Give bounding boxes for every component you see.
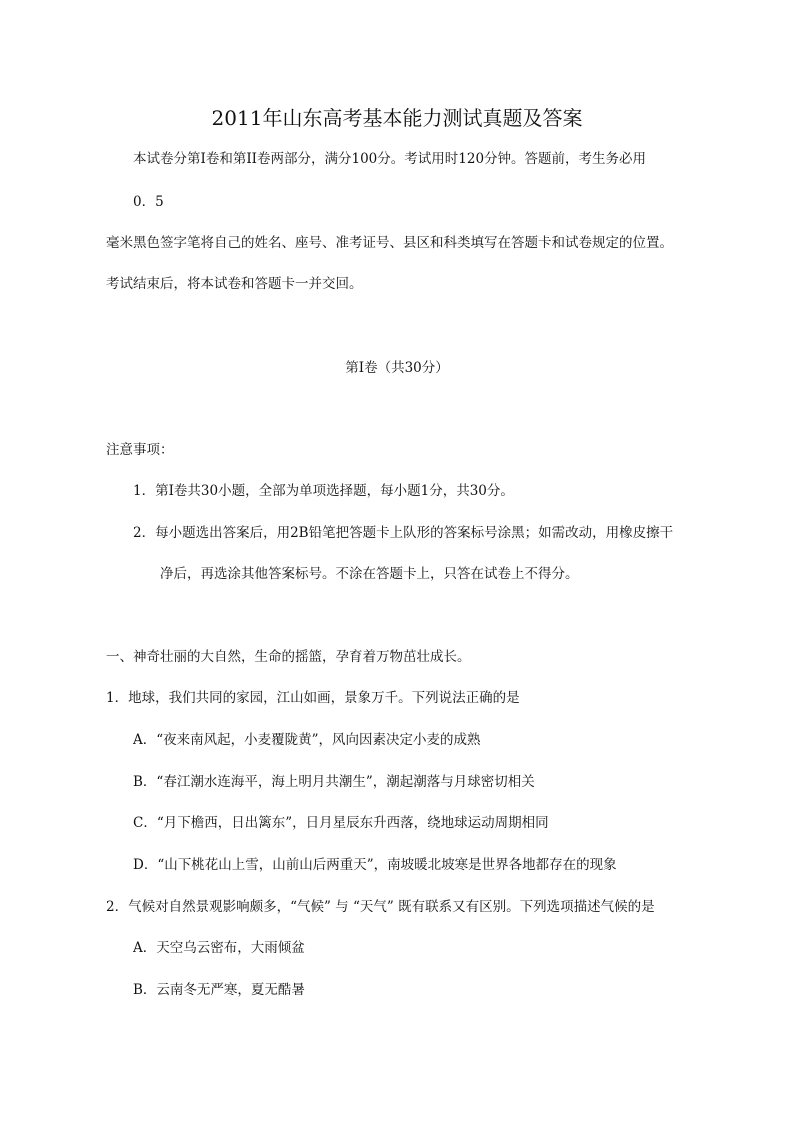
question-2-option-b: B．云南冬无严寒，夏无酷暑 [133, 982, 305, 998]
question-1-stem: 1．地球，我们共同的家园，江山如画，景象万千。下列说法正确的是 [106, 690, 520, 706]
notes-item-2-line-1: 2．每小题选出答案后，用2B铅笔把答题卡上队形的答案标号涂黑；如需改动，用橡皮擦干 [133, 525, 674, 541]
question-1-option-a: A．“夜来南风起，小麦覆陇黄”，风向因素决定小麦的成熟 [133, 732, 481, 748]
question-2-stem: 2．气候对自然景观影响颇多，“气候” 与 “天气” 既有联系又有区别。下列选项描述气候的是 [106, 899, 655, 915]
part-heading: 一、神奇壮丽的大自然，生命的摇篮，孕育着万物茁壮成长。 [106, 649, 471, 665]
intro-line-2: 0．5 [133, 194, 164, 210]
intro-line-1: 本试卷分第I卷和第II卷两部分，满分100分。考试用时120分钟。答题前，考生务必用 [133, 151, 647, 167]
document-title: 2011年山东高考基本能力测试真题及答案 [211, 106, 583, 130]
notes-item-2-line-2: 净后，再选涂其他答案标号。不涂在答题卡上，只答在试卷上不得分。 [160, 566, 579, 582]
intro-line-3: 毫米黑色签字笔将自己的姓名、座号、准考证号、县区和科类填写在答题卡和试卷规定的位置。 [106, 235, 673, 251]
question-1-option-b: B．“春江潮水连海平，海上明月共潮生”，潮起潮落与月球密切相关 [133, 774, 535, 790]
intro-line-4: 考试结束后，将本试卷和答题卡一并交回。 [106, 276, 363, 292]
notes-item-1: 1．第I卷共30小题，全部为单项选择题，每小题1分，共30分。 [133, 483, 514, 499]
section-title: 第I卷（共30分） [345, 360, 449, 376]
question-1-option-c: C．“月下檐西，日出篱东”，日月星辰东升西落，绕地球运动周期相同 [133, 815, 549, 831]
question-1-option-d: D．“山下桃花山上雪，山前山后两重天”，南坡暖北坡寒是世界各地都存在的现象 [133, 857, 617, 873]
notes-heading: 注意事项： [106, 442, 174, 458]
question-2-option-a: A．天空乌云密布，大雨倾盆 [133, 940, 305, 956]
